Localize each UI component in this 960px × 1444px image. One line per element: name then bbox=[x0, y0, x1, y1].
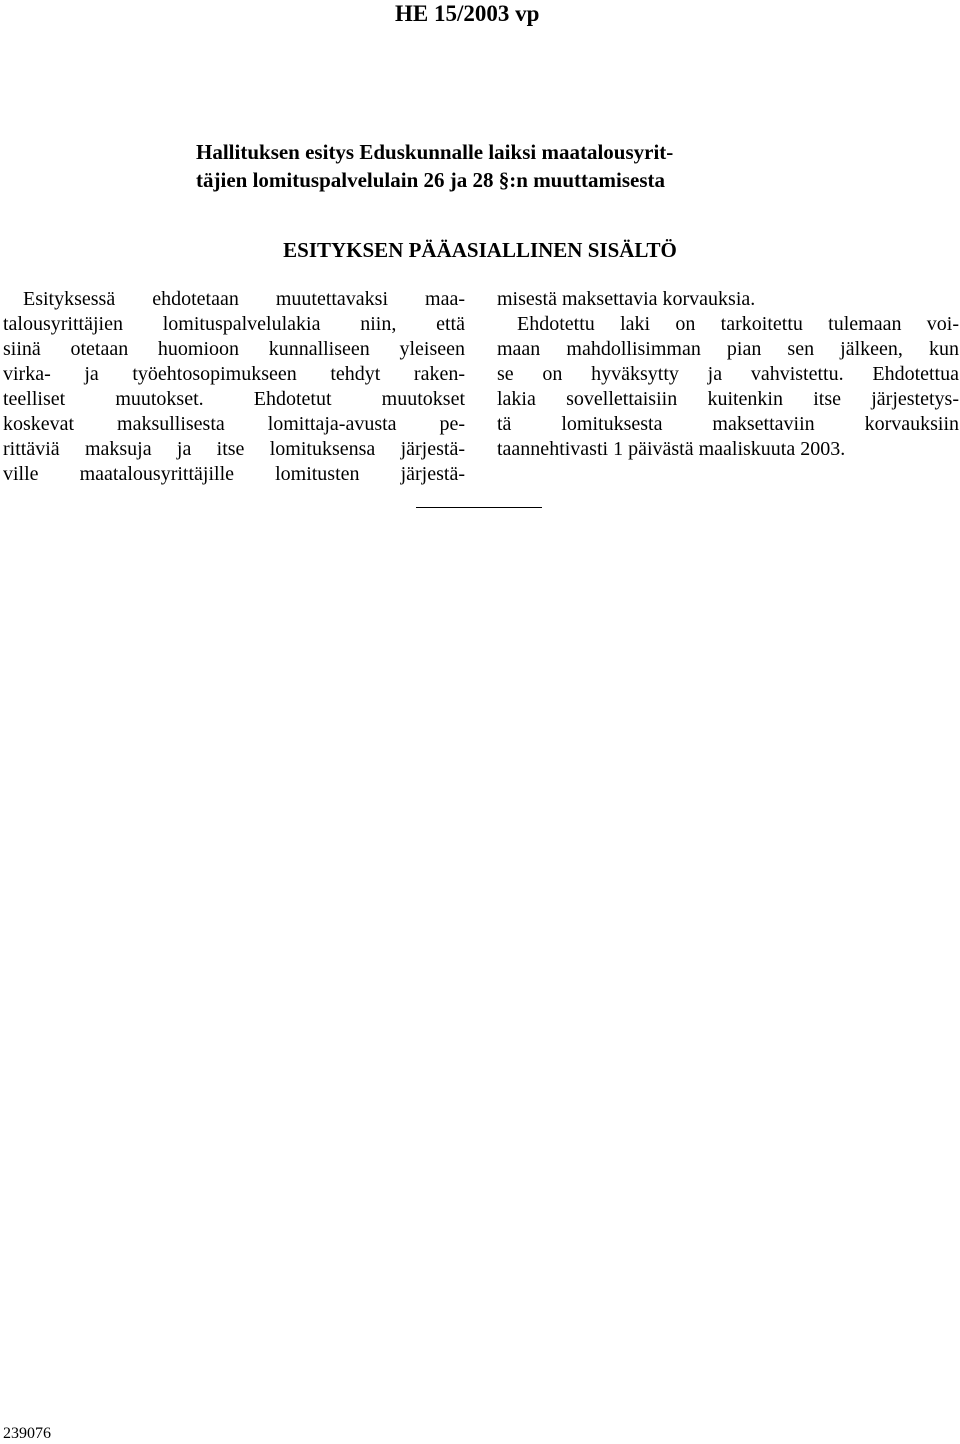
right-line-4: se on hyväksytty ja vahvistettu. Ehdotettua bbox=[497, 363, 959, 385]
title-line-1: Hallituksen esitys Eduskunnalle laiksi maatalousyrit- bbox=[196, 140, 674, 164]
right-line-7: taannehtivasti 1 päivästä maaliskuuta 2003. bbox=[497, 438, 846, 460]
left-column bbox=[3, 287, 465, 487]
right-line-3: maan mahdollisimman pian sen jälkeen, kun bbox=[497, 338, 959, 360]
right-line-5: lakia sovellettaisiin kuitenkin itse järjestetys- bbox=[497, 388, 959, 410]
title-line-2: täjien lomituspalvelulain 26 ja 28 §:n muuttamisesta bbox=[196, 168, 666, 192]
left-line-8: ville maatalousyrittäjille lomitusten järjestä- bbox=[3, 463, 465, 485]
left-line-4: virka- ja työehtosopimukseen tehdyt raken- bbox=[3, 363, 465, 385]
right-line-6: tä lomituksesta maksettaviin korvauksiin bbox=[497, 413, 959, 435]
left-line-1: Esityksessä ehdotetaan muutettavaksi maa- bbox=[23, 288, 465, 310]
section-end-rule bbox=[416, 507, 542, 508]
left-line-7: rittäviä maksuja ja itse lomituksensa järjestä- bbox=[3, 438, 465, 460]
right-line-1: misestä maksettavia korvauksia. bbox=[497, 288, 756, 310]
document-title bbox=[0, 138, 960, 194]
left-line-5: teelliset muutokset. Ehdotetut muutokset bbox=[3, 388, 465, 410]
left-line-6: koskevat maksullisesta lomittaja-avusta pe- bbox=[3, 413, 465, 435]
section-heading: ESITYKSEN PÄÄASIALLINEN SISÄLTÖ bbox=[283, 238, 677, 262]
left-line-2: talousyrittäjien lomituspalvelulakia niin, että bbox=[3, 313, 465, 335]
right-line-2: Ehdotettu laki on tarkoitettu tulemaan voi- bbox=[517, 313, 959, 335]
document-number: 239076 bbox=[3, 1425, 51, 1442]
right-column bbox=[497, 287, 959, 462]
document-id: HE 15/2003 vp bbox=[395, 1, 540, 26]
left-line-3: siinä otetaan huomioon kunnalliseen yleiseen bbox=[3, 338, 465, 360]
